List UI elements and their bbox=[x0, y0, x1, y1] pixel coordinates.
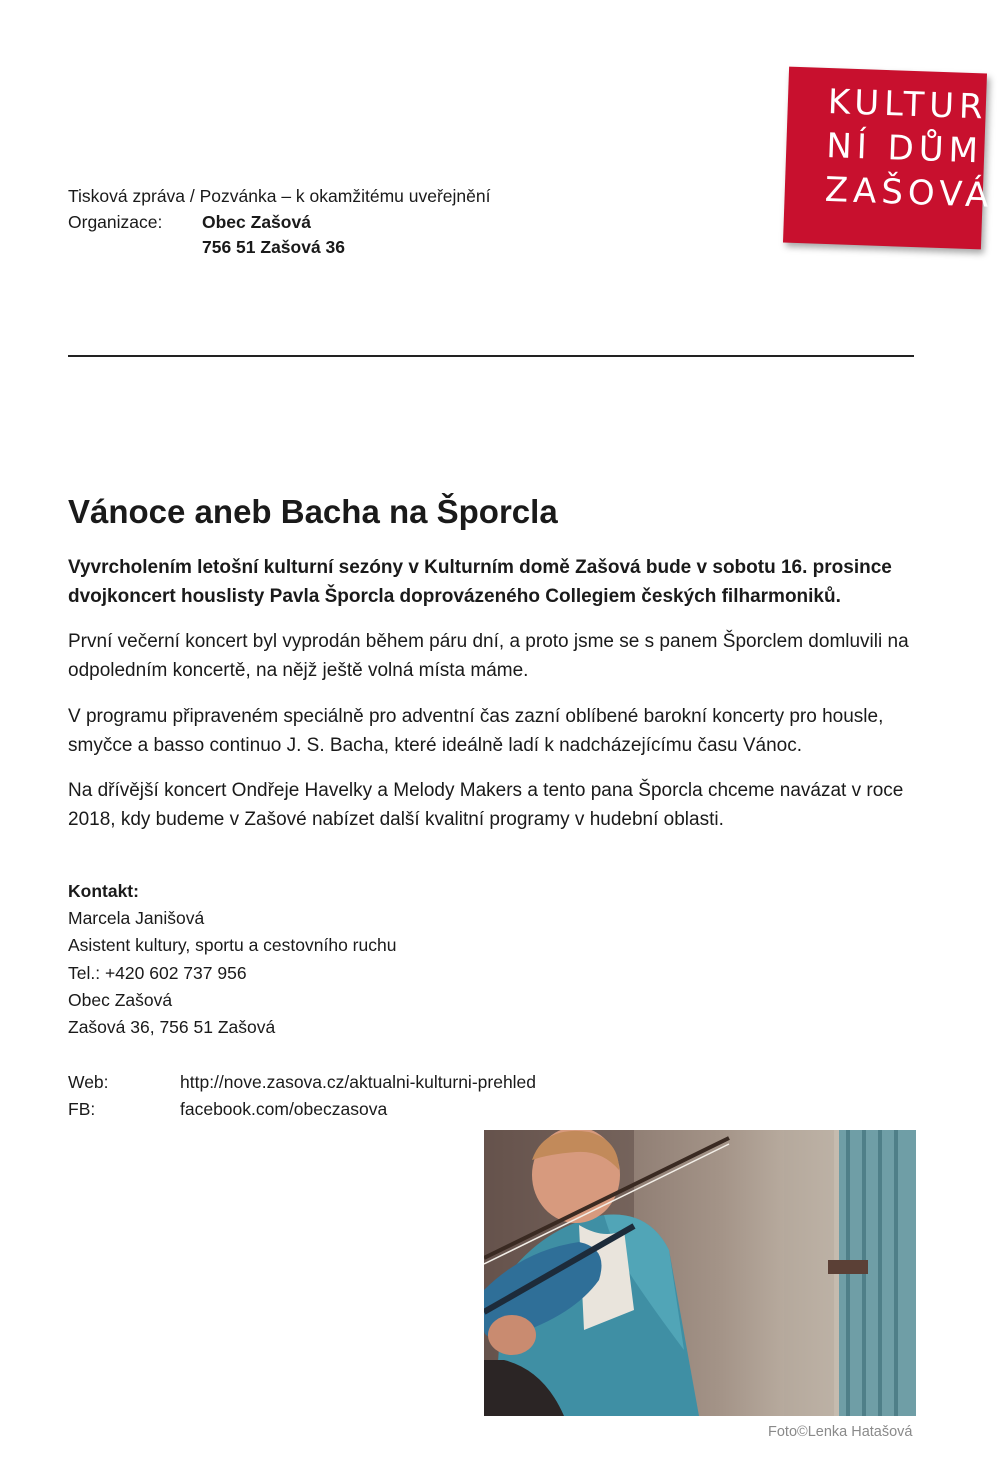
contact-heading: Kontakt: bbox=[68, 881, 139, 901]
contact-phone: Tel.: +420 602 737 956 bbox=[68, 963, 247, 983]
web-label: Web: bbox=[68, 1072, 109, 1092]
contact-organization: Obec Zašová bbox=[68, 990, 173, 1010]
article-paragraph-3: Na dřívější koncert Ondřeje Havelky a Melody Makers a tento pana Šporcla chceme navázat v roce 2018, kdy budeme v Zašové nabízet další kvalitní programy v hudební oblasti. bbox=[68, 780, 904, 830]
kulturni-dum-logo bbox=[783, 67, 995, 250]
header-separator bbox=[68, 355, 914, 357]
article-paragraph-2: V programu připraveném speciálně pro adventní čas zazní oblíbené barokní koncerty pro housle, smyčce a basso continuo J. S. Bacha, které ideálně ladí k nadcházejícímu času Vánoc. bbox=[68, 706, 884, 756]
logo-line-3: ZAŠOVÁ bbox=[824, 169, 995, 216]
organization-label: Organizace: bbox=[68, 212, 163, 232]
photo-caption: Foto©Lenka Hatašová bbox=[768, 1424, 913, 1440]
contact-name: Marcela Janišová bbox=[68, 908, 205, 928]
article-paragraph-1: První večerní koncert byl vyprodán během páru dní, a proto jsme se s panem Šporclem domluvili na odpoledním koncertě, na nějž ještě volná místa máme. bbox=[68, 631, 909, 681]
press-release-line: Tisková zpráva / Pozvánka – k okamžitému uveřejnění bbox=[68, 186, 491, 206]
organization-address: 756 51 Zašová 36 bbox=[202, 237, 346, 257]
violinist-photo bbox=[484, 1130, 916, 1416]
logo-line-1: KULTUR bbox=[827, 81, 989, 128]
contact-address: Zašová 36, 756 51 Zašová bbox=[68, 1017, 276, 1037]
facebook-link[interactable]: facebook.com/obeczasova bbox=[180, 1099, 388, 1119]
article-title: Vánoce aneb Bacha na Šporcla bbox=[68, 493, 558, 530]
contact-role: Asistent kultury, sportu a cestovního ruchu bbox=[68, 935, 397, 955]
organization-name: Obec Zašová bbox=[202, 212, 311, 232]
logo-line-2: NÍ DŮM bbox=[825, 125, 984, 172]
web-link[interactable]: http://nove.zasova.cz/aktualni-kulturni-prehled bbox=[180, 1072, 537, 1092]
facebook-label: FB: bbox=[68, 1099, 96, 1119]
article-lead: Vyvrcholením letošní kulturní sezóny v Kulturním domě Zašová bude v sobotu 16. prosince dvojkoncert houslisty Pavla Šporcla doprovázeného Collegiem českých filharmoniků. bbox=[68, 557, 892, 607]
